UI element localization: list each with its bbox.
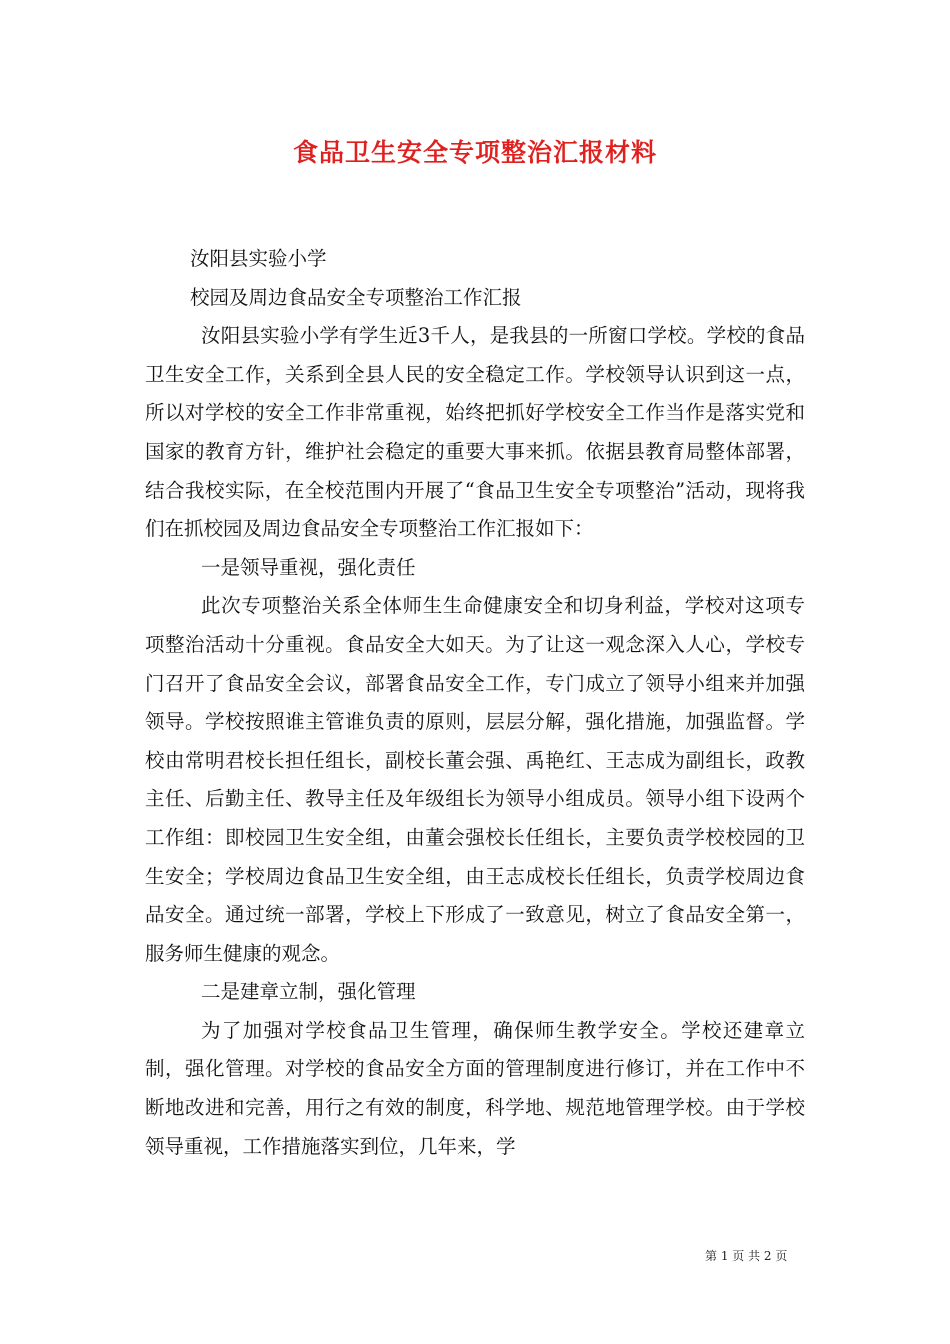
paragraph-section-1: 此次专项整治关系全体师生生命健康安全和切身利益，学校对这项专项整治活动十分重视。食品安全大如天。为了让这一观念深入人心，学校专门召开了食品安全会议，部署食品安全工作，专门成立了领导小组来并加强领导。学校按照谁主管谁负责的原则，层层分解，强化措施，加强监督。学校由常明君校长担任组长，副校长董会强、禹艳红、王志成为副组长，政教主任、后勤主任、教导主任及年级组长为领导小组成员。领导小组下设两个工作组：即校园卫生安全组，由董会强校长任组长，主要负责学校校园的卫生安全；学校周边食品卫生安全组，由王志成校长任组长，负责学校周边食品安全。通过统一部署，学校上下形成了一致意见，树立了食品安全第一，服务师生健康的观念。: [145, 594, 805, 965]
paragraph-intro: 汝阳县实验小学有学生近3千人，是我县的一所窗口学校。学校的食品卫生安全工作，关系到全县人民的安全稳定工作。学校领导认识到这一点，所以对学校的安全工作非常重视，始终把抓好学校安全工作当作是落实党和国家的教育方针，维护社会稳定的重要大事来抓。依据县教育局整体部署，结合我校实际，在全校范围内开展了“食品卫生安全专项整治”活动，现将我们在抓校园及周边食品安全专项整治工作汇报如下：: [145, 324, 805, 541]
section-heading-1: 一是领导重视，强化责任: [201, 555, 416, 579]
section-heading-2: 二是建章立制，强化管理: [201, 980, 416, 1004]
school-name: 汝阳县实验小学: [190, 247, 327, 270]
document-title: 食品卫生安全专项整治汇报材料: [292, 138, 657, 167]
paragraph-section-2: 为了加强对学校食品卫生管理，确保师生教学安全。学校还建章立制，强化管理。对学校的食品安全方面的管理制度进行修订，并在工作中不断地改进和完善，用行之有效的制度，科学地、规范地管理学校。由于学校领导重视，工作措施落实到位，几年来，学: [145, 1018, 805, 1158]
document-body: [145, 240, 805, 1166]
page-number: 第 1 页 共 2 页: [705, 1249, 788, 1263]
report-subtitle: 校园及周边食品安全专项整治工作汇报: [190, 285, 522, 309]
